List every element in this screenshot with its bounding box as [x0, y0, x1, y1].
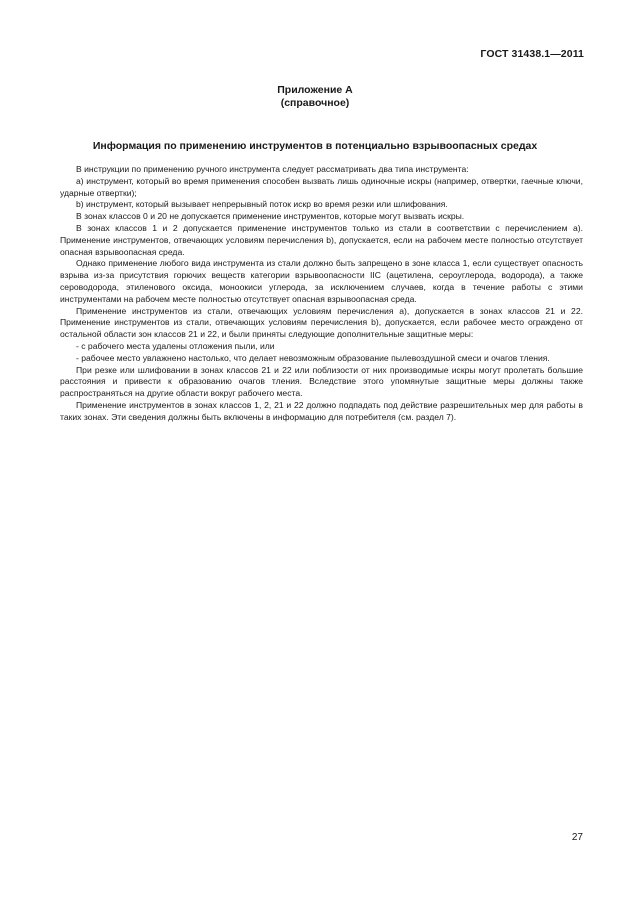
list-item-b: b) инструмент, который вызывает непрерывный поток искр во время резки или шлифования. [76, 199, 448, 210]
bullet-item: - с рабочего места удалены отложения пыли, или [76, 340, 275, 351]
list-item-a: а) инструмент, который во время применения способен вызвать лишь одиночные искры (например, отвертки, гаечные ключи, ударные отвертки); [60, 175, 583, 198]
paragraph: Применение инструментов из стали, отвечающих условиям перечисления а), допускается в зонах классов 21 и 22. Применение инструментов из стали, отвечающих условиям перечисления b), допускается, если рабочее место ограждено от остальной области зон классов 21 и 22, и были приняты следующие дополнительные защитные меры: [60, 305, 583, 340]
paragraph: При резке или шлифовании в зонах классов 21 и 22 или поблизости от них производимые искры могут пролетать большие расстояния и привести к образованию очагов тления. Вследствие этого упомянутые защитные меры должны также распространяться на другие области вокруг рабочего места. [60, 364, 583, 399]
annex-subtitle: (справочное) [280, 97, 350, 109]
paragraph: В зонах классов 1 и 2 допускается применение инструментов только из стали в соответствии с перечислением а). Применение инструментов, отвечающих условиям перечисления b), допускается, если на рабочем месте полностью отсутствует опасная взрывоопасная среда. [60, 222, 583, 257]
page-number: 27 [571, 832, 583, 843]
paragraph: Применение инструментов в зонах классов 1, 2, 21 и 22 должно подпадать под действие разрешительных мер для работы в таких зонах. Эти сведения должны быть включены в информацию для потребителя (см. раздел 7). [60, 399, 583, 422]
paragraph: В зонах классов 0 и 20 не допускается применение инструментов, которые могут вызвать искры. [76, 211, 465, 222]
paragraph: В инструкции по применению ручного инструмента следует рассматривать два типа инструмента: [76, 164, 469, 174]
bullet-item: - рабочее место увлажнено настолько, что делает невозможным образование пылевоздушной смеси и очагов тления. [76, 352, 550, 363]
standard-code: ГОСТ 31438.1—2011 [480, 48, 584, 60]
annex-title: Приложение А [277, 84, 353, 96]
paragraph: Однако применение любого вида инструмента из стали должно быть запрещено в зоне класса 1, если существует опасность взрыва из-за присутствия горючих веществ категории взрывоопасности IIC (ацетилена, сероуглерода, водорода), а также сероводорода, этиленового оксида, моноокиси углерода, за исключением случаев, когда в течение работы с этими инструментами на рабочем месте полностью отсутствует опасная взрывоопасная среда. [60, 258, 583, 304]
body-text [60, 164, 583, 424]
annex-heading [0, 84, 630, 110]
section-title: Информация по применению инструментов в потенциально взрывоопасных средах [92, 140, 538, 152]
